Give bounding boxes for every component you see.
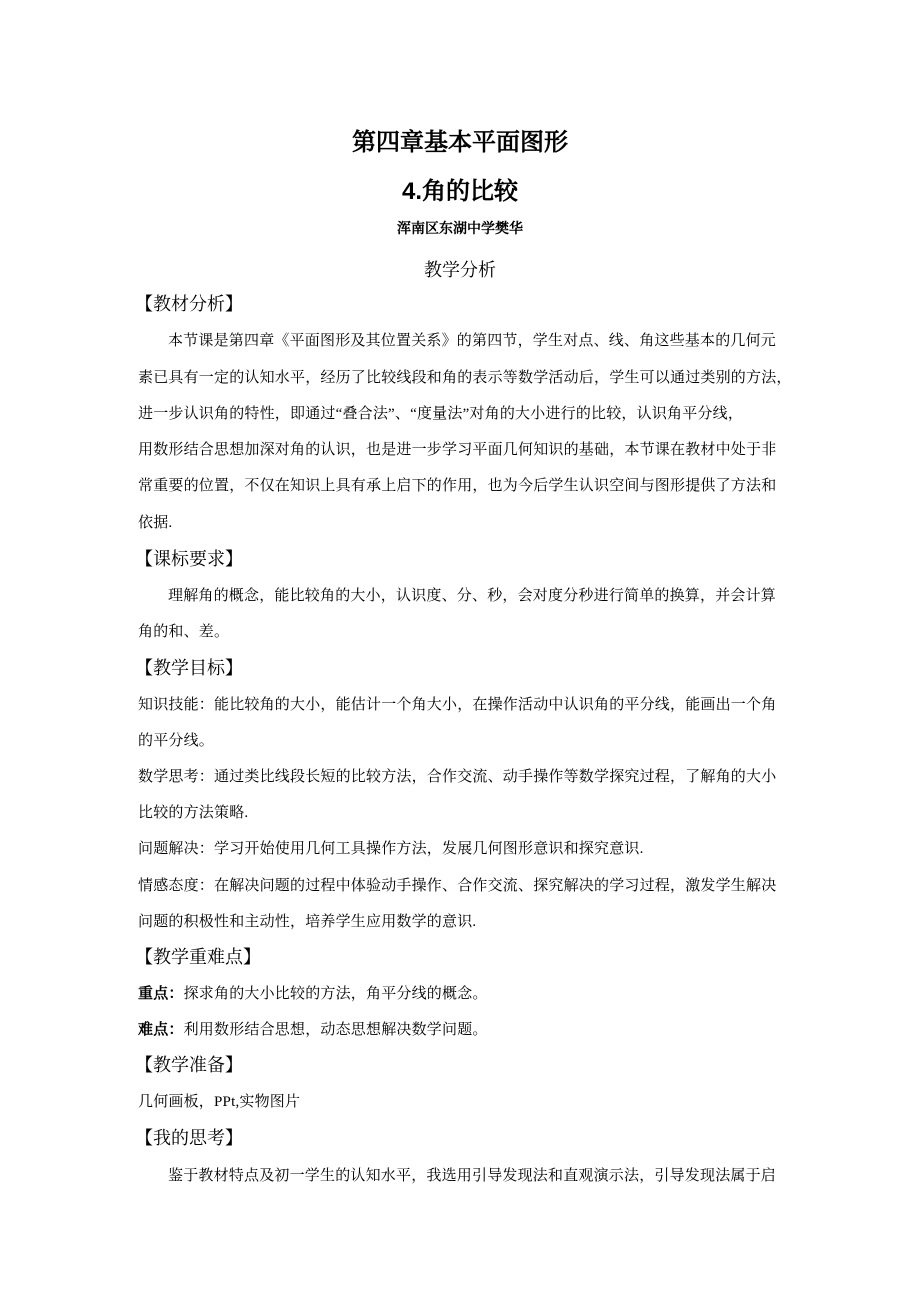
paragraph-line: 几何画板，PPt,实物图片 bbox=[138, 1094, 301, 1110]
section-heading-teaching-objectives: 【教学目标】 bbox=[135, 658, 243, 678]
paragraph-line: 素已具有一定的认知水平，经历了比较线段和角的表示等数学活动后，学生可以通过类别的方法， bbox=[138, 370, 792, 386]
paragraph-line: 用数形结合思想加深对角的认识，也是进一步学习平面几何知识的基础，本节课在教材中处于非 bbox=[138, 442, 777, 458]
section-heading-preparation: 【教学准备】 bbox=[135, 1055, 243, 1075]
difficulty-label: 难点： bbox=[138, 1022, 184, 1038]
key-point-text: 探求角的大小比较的方法，角平分线的概念。 bbox=[183, 986, 488, 1002]
paragraph-line: 知识技能：能比较角的大小，能估计一个角大小，在操作活动中认识角的平分线，能画出一个角 bbox=[138, 697, 777, 713]
paragraph-line: 理解角的概念，能比较角的大小，认识度、分、秒，会对度分秒进行简单的换算，并会计算 bbox=[168, 588, 777, 604]
difficulty-text: 利用数形结合思想，动态思想解决数学问题。 bbox=[183, 1022, 488, 1038]
paragraph-line: 问题的积极性和主动性，培养学生应用数学的意识. bbox=[138, 914, 477, 930]
section-heading-key-points: 【教学重难点】 bbox=[135, 947, 261, 967]
paragraph-line: 常重要的位置，不仅在知识上具有承上启下的作用，也为今后学生认识空间与图形提供了方法和 bbox=[138, 478, 777, 494]
author-line: 浑南区东湖中学樊华 bbox=[397, 220, 523, 236]
paragraph-line: 的平分线。 bbox=[138, 733, 215, 749]
section-heading-curriculum-requirements: 【课标要求】 bbox=[135, 549, 243, 569]
paragraph-line: 依据. bbox=[138, 515, 173, 531]
paragraph-line: 鉴于教材特点及初一学生的认知水平，我选用引导发现法和直观演示法，引导发现法属于启 bbox=[168, 1168, 777, 1184]
paragraph-line: 本节课是第四章《平面图形及其位置关系》的第四节，学生对点、线、角这些基本的几何元 bbox=[168, 333, 777, 349]
key-point-line bbox=[138, 982, 488, 1003]
lesson-title: 4.角的比较 bbox=[401, 178, 518, 205]
key-point-label: 重点： bbox=[138, 986, 184, 1002]
difficulty-line bbox=[138, 1018, 488, 1039]
section-heading-my-thoughts: 【我的思考】 bbox=[135, 1128, 243, 1148]
chapter-title: 第四章基本平面图形 bbox=[352, 129, 568, 156]
analysis-heading: 教学分析 bbox=[424, 260, 496, 280]
paragraph-line: 数学思考：通过类比线段长短的比较方法，合作交流、动手操作等数学探究过程，了解角的大小 bbox=[138, 769, 777, 785]
paragraph-line: 进一步认识角的特性，即通过“叠合法”、“度量法”对角的大小进行的比较，认识角平分线， bbox=[138, 406, 744, 422]
paragraph-line: 情感态度：在解决问题的过程中体验动手操作、合作交流、探究解决的学习过程，激发学生解决 bbox=[138, 878, 777, 894]
paragraph-line: 比较的方法策略. bbox=[138, 805, 249, 821]
paragraph-line: 角的和、差。 bbox=[138, 624, 230, 640]
section-heading-textbook-analysis: 【教材分析】 bbox=[135, 294, 243, 314]
paragraph-line: 问题解决：学习开始使用几何工具操作方法，发展几何图形意识和探究意识. bbox=[138, 841, 644, 857]
